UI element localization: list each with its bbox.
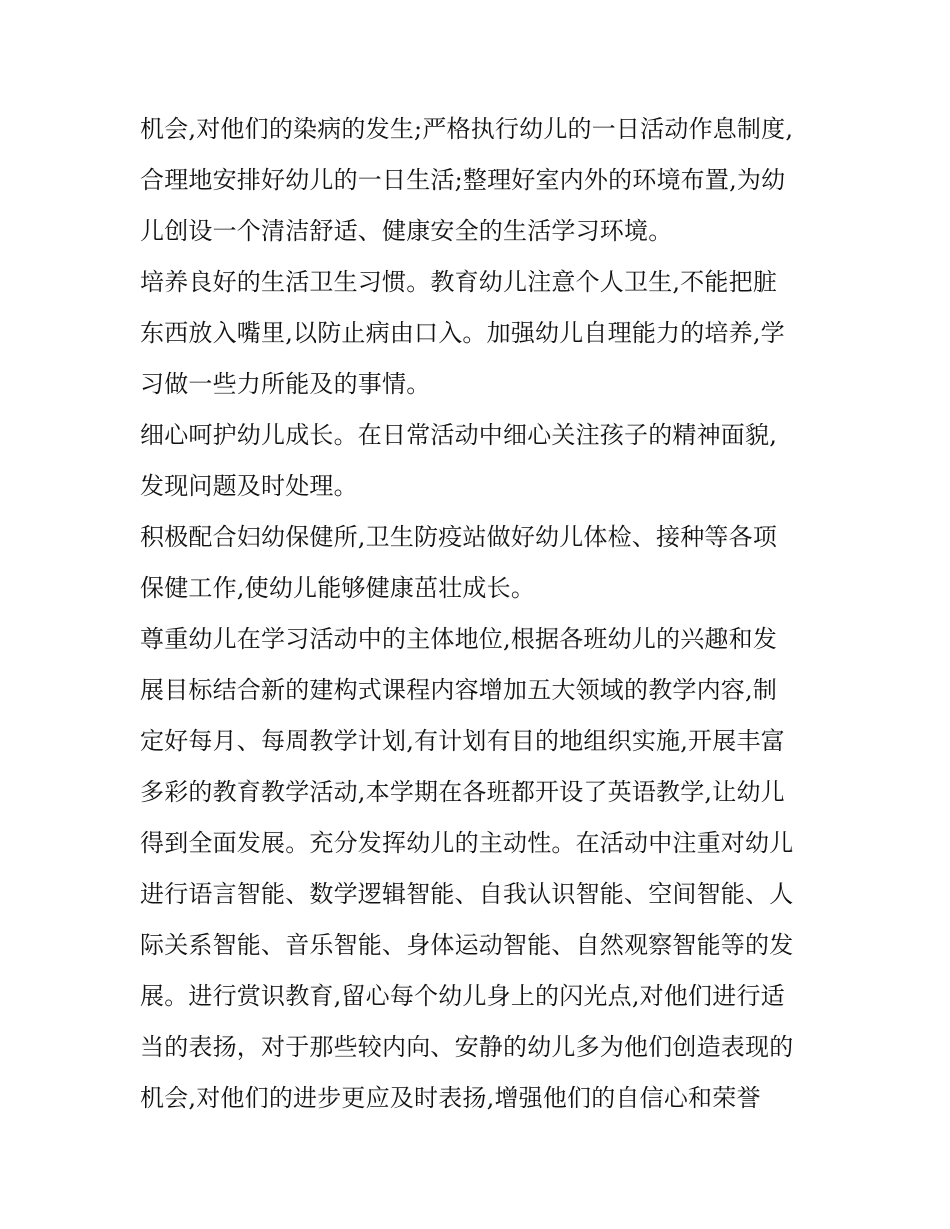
text-line: 儿创设一个清洁舒适、健康安全的生活学习环境。 — [140, 217, 673, 245]
text-line: 保健工作,使幼儿能够健康茁壮成长。 — [140, 574, 536, 602]
text-line: 培养良好的生活卫生习惯。教育幼儿注意个人卫生,不能把脏 — [140, 268, 778, 296]
text-line: 多彩的教育教学活动,本学期在各班都开设了英语教学,让幼儿 — [140, 778, 785, 806]
text-line: 际关系智能、音乐智能、身体运动智能、自然观察智能等的发 — [140, 931, 794, 959]
text-line: 细心呵护幼儿成长。在日常活动中细心关注孩子的精神面貌, — [140, 421, 778, 449]
text-line: 尊重幼儿在学习活动中的主体地位,根据各班幼儿的兴趣和发 — [140, 625, 778, 653]
text-line: 定好每月、每周教学计划,有计划有目的地组织实施,开展丰富 — [140, 727, 785, 755]
text-line: 机会,对他们的进步更应及时表扬,增强他们的自信心和荣誉 — [140, 1084, 761, 1112]
document-body — [140, 104, 820, 1124]
text-line: 展。进行赏识教育,留心每个幼儿身上的闪光点,对他们进行适 — [140, 982, 785, 1010]
text-line: 得到全面发展。充分发挥幼儿的主动性。在活动中注重对幼儿 — [140, 829, 794, 857]
text-line: 东西放入嘴里,以防止病由口入。加强幼儿自理能力的培养,学 — [140, 319, 785, 347]
text-line: 合理地安排好幼儿的一日生活;整理好室内外的环境布置,为幼 — [140, 166, 786, 194]
text-line: 当的表扬，对于那些较内向、安静的幼儿多为他们创造表现的 — [140, 1033, 794, 1061]
text-line: 积极配合妇幼保健所,卫生防疫站做好幼儿体检、接种等各项 — [140, 523, 778, 551]
text-line: 进行语言智能、数学逻辑智能、自我认识智能、空间智能、人 — [140, 880, 794, 908]
text-line: 机会,对他们的染病的发生;严格执行幼儿的一日活动作息制度, — [140, 115, 794, 143]
text-line: 习做一些力所能及的事情。 — [140, 370, 431, 398]
text-line: 展目标结合新的建构式课程内容增加五大领域的教学内容,制 — [140, 676, 778, 704]
text-line: 发现问题及时处理。 — [140, 472, 358, 500]
